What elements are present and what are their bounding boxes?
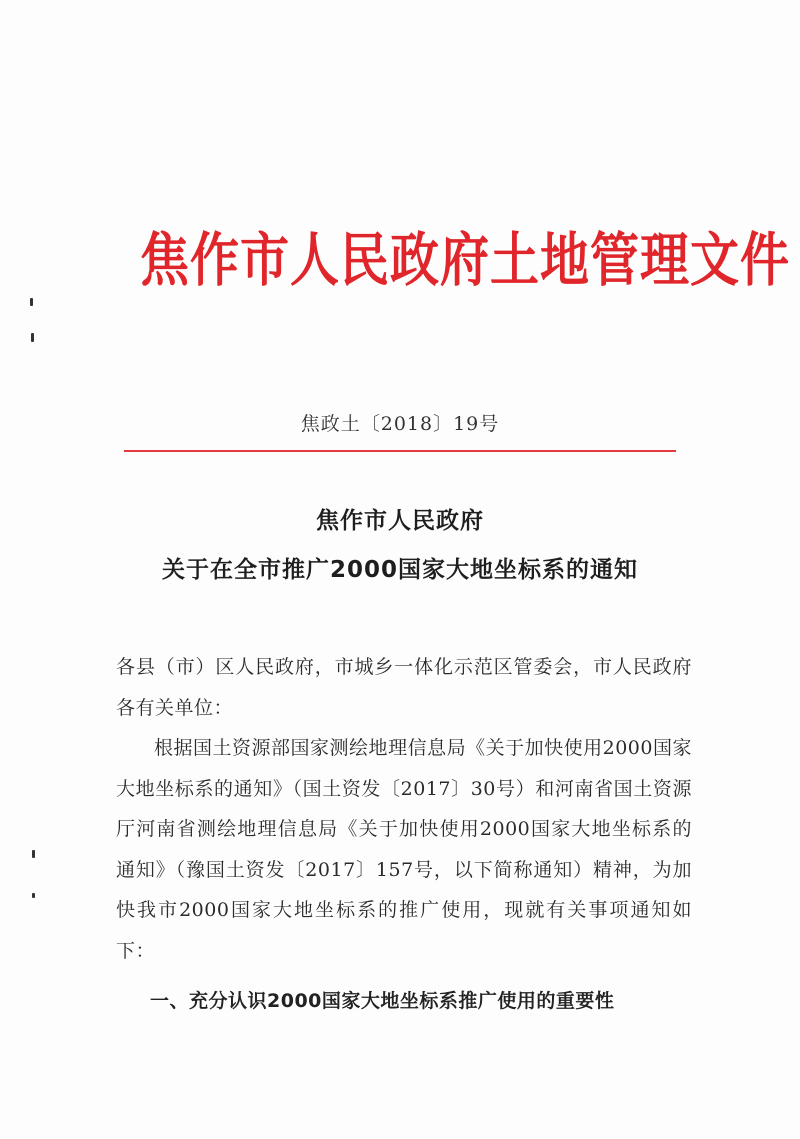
- notice-issuer: 焦作市人民政府: [316, 508, 484, 534]
- binding-hole-mark: [32, 893, 35, 898]
- section-heading: 一、充分认识2000国家大地坐标系推广使用的重要性: [150, 990, 615, 1012]
- body-paragraph: 根据国土资源部国家测绘地理信息局《关于加快使用2000国家大地坐标系的通知》（国土资发〔2017〕30号）和河南省国土资源厅河南省测绘地理信息局《关于加快使用2000国家大地坐标系的通知》（豫国土资发〔2017〕157号，以下简称通知）精神，为加快我市2000国家大地坐标系的推广使用，现就有关事项通知如下：: [116, 737, 692, 962]
- binding-hole-mark: [31, 333, 34, 342]
- masthead-title: 焦作市人民政府土地管理文件: [140, 226, 791, 295]
- notice-body: [116, 647, 692, 971]
- document-number: 焦政土〔2018〕19号: [300, 413, 500, 435]
- recipients-paragraph: 各县（市）区人民政府，市城乡一体化示范区管委会，市人民政府各有关单位：: [116, 656, 692, 719]
- binding-hole-mark: [32, 850, 35, 858]
- notice-title: 关于在全市推广2000国家大地坐标系的通知: [161, 557, 638, 583]
- red-divider-line: [124, 450, 676, 452]
- binding-hole-mark: [30, 298, 33, 306]
